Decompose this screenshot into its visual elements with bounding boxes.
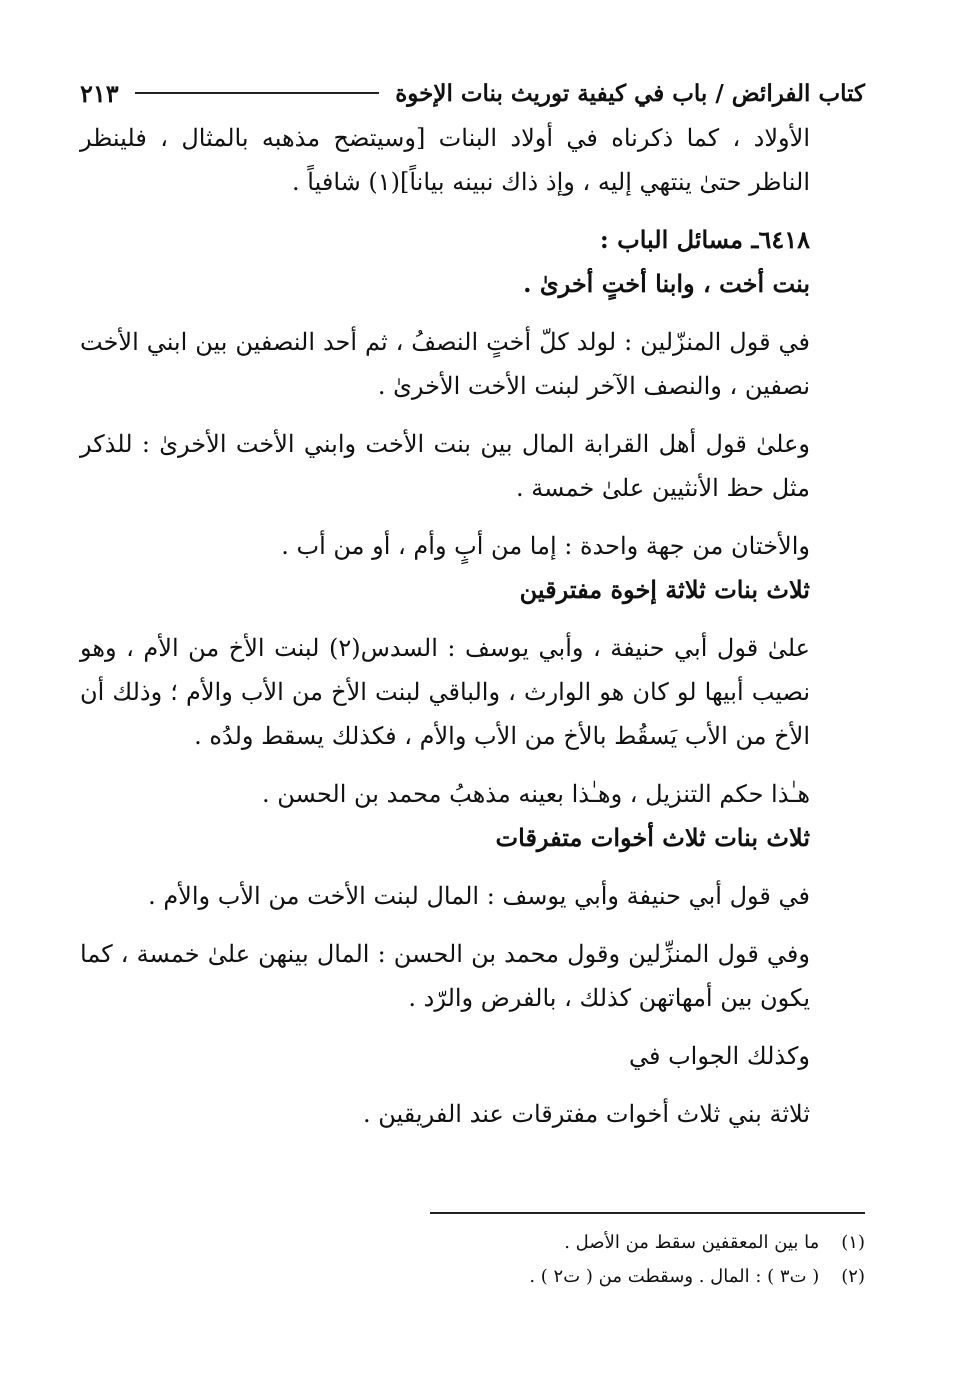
section-heading-6418: ٦٤١٨ـ مسائل الباب : bbox=[599, 225, 810, 254]
footnote-2 bbox=[80, 1260, 865, 1294]
page-number: ٢١٣ bbox=[80, 78, 119, 108]
page-content bbox=[80, 70, 865, 1136]
footnote-text: ( ت٣ ) : المال . وسقطت من ( ت٢ ) . bbox=[529, 1266, 820, 1287]
paragraph-12: وفي قول المنزِّلين وقول محمد بن الحسن : المال بينهن علىٰ خمسة ، كما يكون بين أمهاتهن كذلك ، بالفرض والرّد . bbox=[80, 940, 810, 1012]
header-title: كتاب الفرائض / باب في كيفية توريث بنات الإخوة bbox=[395, 79, 865, 107]
paragraph-8: علىٰ قول أبي حنيفة ، وأبي يوسف : السدس(٢) لبنت الأخ من الأم ، وهو نصيب أبيها لو كان هو الوارث ، والباقي لبنت الأخ من الأب والأم ؛ وذلك أن الأخ من الأب يَسقُط بالأخ من الأب والأم ، فكذلك يسقط ولدُه . bbox=[80, 634, 811, 750]
paragraph-11: في قول أبي حنيفة وأبي يوسف : المال لبنت الأخت من الأب والأم . bbox=[148, 882, 810, 910]
paragraph-9: هـٰذا حكم التنزيل ، وهـٰذا بعينه مذهبُ محمد بن الحسن . bbox=[262, 780, 810, 808]
footnote-text: ما بين المعقفين سقط من الأصل . bbox=[564, 1232, 820, 1253]
paragraph-4: في قول المنزّلين : لولد كلّ أختٍ النصفُ ، ثم أحد النصفين بين ابني الأخت نصفين ، والنصف الآخر لبنت الأخت الأخرىٰ . bbox=[80, 328, 810, 400]
footnote-1 bbox=[80, 1226, 865, 1260]
paragraph-14: ثلاثة بني ثلاث أخوات مفترقات عند الفريقين . bbox=[363, 1100, 810, 1128]
paragraph-6: والأختان من جهة واحدة : إما من أبٍ وأم ، أو من أب . bbox=[281, 532, 810, 560]
footnote-number: (٢) bbox=[841, 1266, 865, 1287]
footnote-rule bbox=[430, 1212, 865, 1214]
running-header bbox=[80, 70, 865, 116]
case-heading-2: ثلاث بنات ثلاثة إخوة مفترقين bbox=[519, 575, 810, 604]
footnote-number: (١) bbox=[841, 1232, 865, 1253]
paragraph-13: وكذلك الجواب في bbox=[628, 1042, 810, 1070]
paragraph-5: وعلىٰ قول أهل القرابة المال بين بنت الأخت وابني الأخت الأخرىٰ : للذكر مثل حظ الأنثيين علىٰ خمسة . bbox=[80, 430, 810, 502]
footnotes bbox=[80, 1212, 865, 1294]
header-rule bbox=[135, 92, 380, 94]
case-heading-3: ثلاث بنات ثلاث أخوات متفرقات bbox=[495, 823, 810, 852]
paragraph-1: الأولاد ، كما ذكرناه في أولاد البنات [وسيتضح مذهبه بالمثال ، فلينظر الناظر حتىٰ ينتهي إليه ، وإذ ذاك نبينه بياناً](١) شافياً . bbox=[80, 124, 810, 196]
case-heading-1: بنت أخت ، وابنا أختٍ أخرىٰ . bbox=[523, 269, 810, 298]
